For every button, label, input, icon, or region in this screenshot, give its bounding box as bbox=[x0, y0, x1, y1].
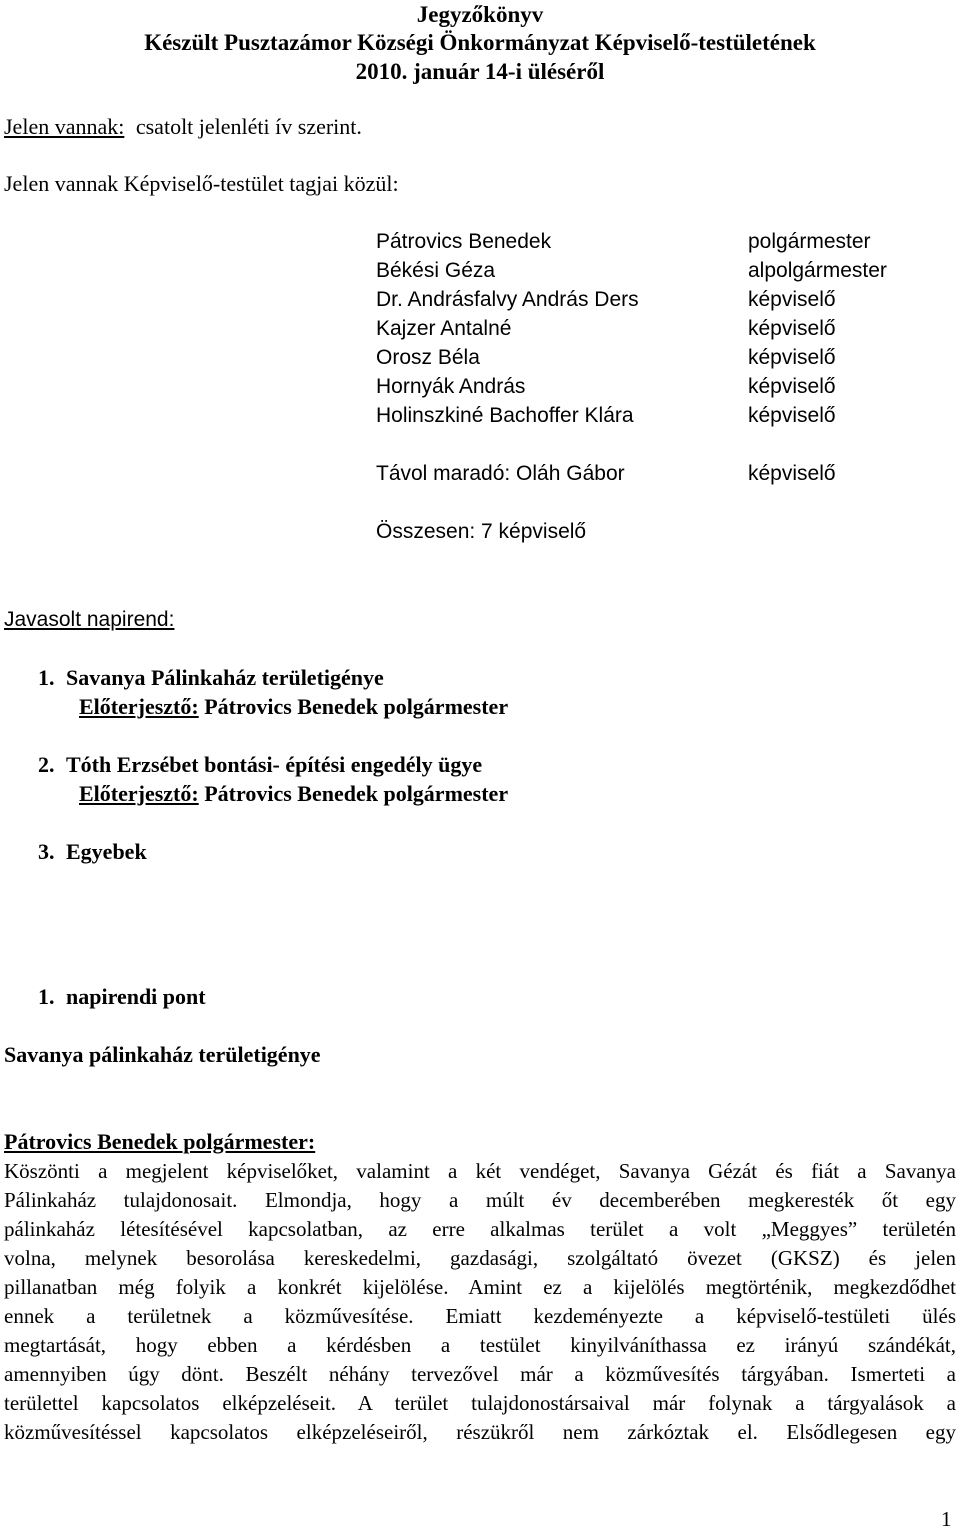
paragraph-line: volna, melynek besorolása kereskedelmi, gazdasági, szolgáltató övezet (GKSZ) és jelen bbox=[4, 1246, 956, 1270]
member-role: képviselő bbox=[748, 375, 836, 398]
paragraph-line: Köszönti a megjelent képviselőket, valamint a két vendéget, Savanya Gézát és fiát a Savanya bbox=[4, 1159, 956, 1183]
page-number: 1 bbox=[941, 1507, 952, 1531]
attendance-row bbox=[4, 114, 362, 140]
agenda-item bbox=[38, 839, 147, 865]
member-role: képviselő bbox=[748, 288, 836, 311]
members-total: Összesen: 7 képviselő bbox=[376, 520, 587, 543]
document-date-line: 2010. január 14-i üléséről bbox=[355, 59, 605, 84]
agenda-item-presenter bbox=[79, 781, 508, 807]
paragraph-line: közművesítéssel kapcsolatos elképzeléseiről, részükről nem zárkóztak el. Elsődlegesen egy bbox=[4, 1420, 956, 1444]
paragraph-line: pálinkaház létesítésével kapcsolatban, az erre alkalmas terület a volt „Meggyes” területén bbox=[4, 1217, 956, 1241]
agenda-item-number: 1. bbox=[38, 665, 55, 690]
member-role: képviselő bbox=[748, 346, 836, 369]
member-role: képviselő bbox=[748, 317, 836, 340]
member-role: polgármester bbox=[748, 230, 871, 253]
member-role: képviselő bbox=[748, 404, 836, 427]
section-number: 1. bbox=[38, 984, 55, 1009]
speech-paragraph bbox=[4, 1157, 956, 1447]
member-name: Dr. Andrásfalvy András Ders bbox=[376, 288, 639, 311]
presenter-name: Pátrovics Benedek polgármester bbox=[204, 781, 509, 806]
paragraph-line: pillanatban még folyik a konkrét kijelölése. Amint ez a kijelölés megtörténik, megkezdődhet bbox=[4, 1275, 956, 1299]
presenter-label: Előterjesztő: bbox=[79, 694, 199, 719]
agenda-heading: Javasolt napirend: bbox=[4, 608, 175, 631]
document-subtitle: Készült Pusztazámor Községi Önkormányzat Képviselő-testületének bbox=[144, 30, 816, 55]
member-role: alpolgármester bbox=[748, 259, 887, 282]
paragraph-line: megtartását, hogy ebben a kérdésben a testület kinyilváníthassa ez irányú szándékát, bbox=[4, 1333, 956, 1357]
absent-member-role: képviselő bbox=[748, 462, 836, 485]
speaker-label: Pátrovics Benedek polgármester: bbox=[4, 1129, 316, 1154]
section-title: Savanya pálinkaház területigénye bbox=[4, 1042, 321, 1067]
agenda-item-title: Savanya Pálinkaház területigénye bbox=[66, 665, 384, 690]
agenda-item-number: 2. bbox=[38, 752, 55, 777]
agenda-item-number: 3. bbox=[38, 839, 55, 864]
agenda-item-title: Tóth Erzsébet bontási- építési engedély ügye bbox=[66, 752, 483, 777]
absent-member-name: Távol maradó: Oláh Gábor bbox=[376, 462, 625, 485]
section-heading bbox=[38, 984, 206, 1010]
attendance-value: csatolt jelenléti ív szerint. bbox=[135, 114, 362, 139]
agenda-item-presenter bbox=[79, 694, 508, 720]
member-name: Holinszkiné Bachoffer Klára bbox=[376, 404, 634, 427]
member-name: Kajzer Antalné bbox=[376, 317, 512, 340]
attendance-label: Jelen vannak: bbox=[4, 114, 125, 139]
member-name: Hornyák András bbox=[376, 375, 526, 398]
section-label: napirendi pont bbox=[66, 984, 206, 1009]
agenda-item bbox=[38, 752, 482, 778]
paragraph-line: területtel kapcsolatos elképzeléseit. A terület tulajdonostársaival már folynak a tárgyalások a bbox=[4, 1391, 956, 1415]
document-title: Jegyzőkönyv bbox=[416, 2, 544, 27]
presenter-name: Pátrovics Benedek polgármester bbox=[204, 694, 509, 719]
presenter-label: Előterjesztő: bbox=[79, 781, 199, 806]
member-name: Békési Géza bbox=[376, 259, 496, 282]
paragraph-line: ennek a területnek a közművesítése. Emiatt kezdeményezte a képviselő-testületi ülés bbox=[4, 1304, 956, 1328]
paragraph-line: Pálinkaház tulajdonosait. Elmondja, hogy a múlt év decemberében megkeresték őt egy bbox=[4, 1188, 956, 1212]
paragraph-line: amennyiben úgy dönt. Beszélt néhány tervezővel már a közművesítés tárgyában. Ismerteti a bbox=[4, 1362, 956, 1386]
agenda-item-title: Egyebek bbox=[66, 839, 147, 864]
member-name: Orosz Béla bbox=[376, 346, 480, 369]
members-heading: Jelen vannak Képviselő-testület tagjai közül: bbox=[4, 171, 399, 196]
member-name: Pátrovics Benedek bbox=[376, 230, 552, 253]
agenda-item bbox=[38, 665, 384, 691]
